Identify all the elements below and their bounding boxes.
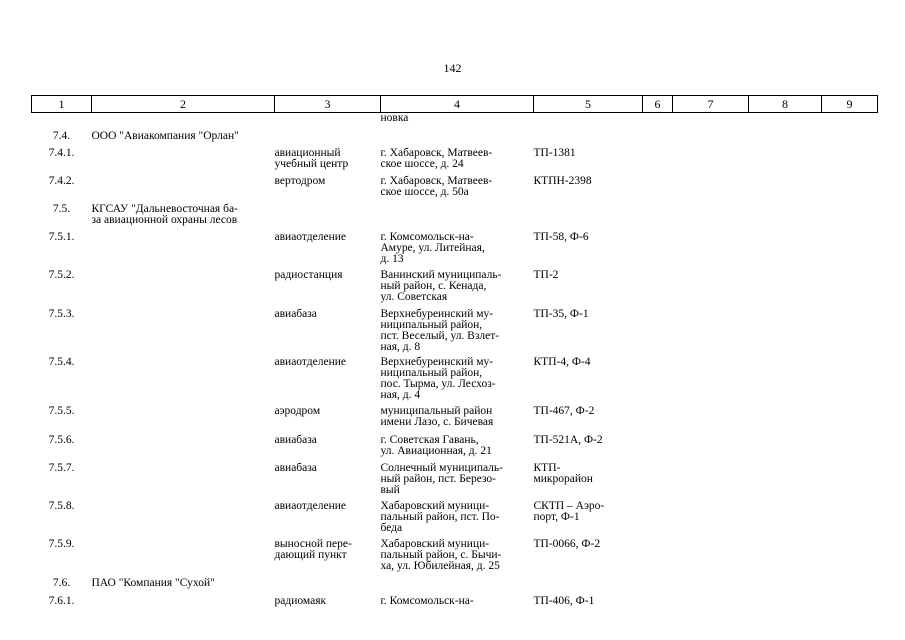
- facility-type: [275, 596, 381, 614]
- empty-cell-col-6: [643, 463, 673, 501]
- empty-cell-col-7: [673, 539, 749, 578]
- empty-cell-col-8: [749, 463, 822, 501]
- row-number: 7.5.3.: [48, 307, 75, 320]
- table-row: [32, 596, 878, 614]
- page-number: 142: [443, 61, 462, 75]
- empty-cell-col-7: [673, 176, 749, 204]
- facility-address-line: вый: [380, 483, 400, 496]
- facility-address-line: Хабаровский муници-: [380, 537, 490, 550]
- facility-address-line: пос. Тырма, ул. Лесхоз-: [380, 377, 496, 390]
- organization-name-line: за авиационной охраны лесов: [91, 213, 238, 226]
- column-header-7: 7: [673, 96, 749, 113]
- facility-address-line: Верхнебуреинский му-: [380, 307, 494, 320]
- empty-cell-col-7: [673, 270, 749, 309]
- table-row: [32, 578, 878, 596]
- column-header-6: 6: [643, 96, 673, 113]
- facility-address-line: г. Хабаровск, Матвеев-: [380, 146, 493, 159]
- table-row: [32, 539, 878, 578]
- facility-address-line: ный район, пст. Березо-: [380, 472, 496, 485]
- power-source: [534, 578, 643, 596]
- empty-cell-col-9: [822, 232, 878, 270]
- facility-type: [275, 232, 381, 270]
- facility-address-line: г. Комсомольск-на-: [380, 230, 474, 243]
- facility-address: [381, 596, 534, 614]
- facility-address: [381, 578, 534, 596]
- facility-address-line: новка: [380, 112, 409, 124]
- empty-cell-col-9: [822, 176, 878, 204]
- facility-address: [381, 501, 534, 539]
- empty-cell-col-8: [749, 176, 822, 204]
- organization-name: [92, 435, 275, 463]
- empty-cell-col-8: [749, 501, 822, 539]
- empty-cell-col-9: [822, 501, 878, 539]
- empty-cell-col-8: [749, 357, 822, 406]
- facility-address: [381, 309, 534, 357]
- power-source-line: ТП-406, Ф-1: [533, 594, 595, 607]
- table-row: [32, 406, 878, 435]
- facility-type-line: авиабаза: [274, 307, 317, 320]
- facility-type: [275, 270, 381, 309]
- facility-address-line: Солнечный муниципаль-: [380, 461, 503, 474]
- empty-cell-col-6: [643, 357, 673, 406]
- power-source-line: ТП-1381: [533, 146, 576, 159]
- empty-cell-col-6: [643, 148, 673, 176]
- facility-type-line: радиомаяк: [274, 594, 327, 607]
- row-number: 7.4.2.: [48, 174, 75, 187]
- facility-address-line: пальный район, с. Бычи-: [380, 548, 502, 561]
- facility-address: [381, 435, 534, 463]
- facility-address-line: Хабаровский муници-: [380, 499, 490, 512]
- empty-cell-col-7: [673, 309, 749, 357]
- power-source-line: КТП-4, Ф-4: [533, 355, 591, 368]
- facility-type: [275, 463, 381, 501]
- facility-address-line: ха, ул. Юбилейная, д. 25: [380, 559, 500, 572]
- facility-type-line: авиаотделение: [274, 499, 346, 512]
- facility-address-line: ское шоссе, д. 50а: [380, 185, 469, 198]
- empty-cell-col-8: [749, 435, 822, 463]
- table-row: [32, 148, 878, 176]
- power-source: [534, 406, 643, 435]
- facility-address-line: ул. Советская: [380, 290, 448, 303]
- organization-name: [92, 270, 275, 309]
- power-source-line: ТП-467, Ф-2: [533, 404, 595, 417]
- facility-type: [275, 131, 381, 148]
- empty-cell-col-9: [822, 204, 878, 232]
- row-number: 7.6.1.: [48, 594, 75, 607]
- row-number: 7.5.6.: [48, 433, 75, 446]
- empty-cell-col-9: [822, 435, 878, 463]
- power-source: [534, 309, 643, 357]
- power-source: [534, 501, 643, 539]
- facility-type: [275, 539, 381, 578]
- power-source: [534, 232, 643, 270]
- column-header-1: 1: [32, 96, 92, 113]
- facility-address-line: ниципальный район,: [380, 366, 483, 379]
- empty-cell-col-6: [643, 113, 673, 131]
- power-source-line: ТП-35, Ф-1: [533, 307, 589, 320]
- facility-type: [275, 176, 381, 204]
- empty-cell-col-8: [749, 232, 822, 270]
- table-row: [32, 463, 878, 501]
- facility-address-line: ная, д. 4: [380, 388, 421, 401]
- column-header-4: 4: [381, 96, 534, 113]
- facility-address-line: г. Комсомольск-на-: [380, 594, 474, 607]
- empty-cell-col-7: [673, 463, 749, 501]
- empty-cell-col-7: [673, 501, 749, 539]
- table-row: [32, 309, 878, 357]
- power-source-line: ТП-521А, Ф-2: [533, 433, 603, 446]
- facility-address: [381, 357, 534, 406]
- empty-cell-col-6: [643, 270, 673, 309]
- power-source: [534, 113, 643, 131]
- empty-cell-col-6: [643, 309, 673, 357]
- organization-name: [92, 596, 275, 614]
- empty-cell-col-9: [822, 113, 878, 131]
- organization-name: [92, 204, 275, 232]
- facility-address-line: ный район, с. Кенада,: [380, 279, 487, 292]
- empty-cell-col-6: [643, 131, 673, 148]
- row-number: 7.5.5.: [48, 404, 75, 417]
- facility-type: [275, 113, 381, 131]
- empty-cell-col-7: [673, 148, 749, 176]
- power-source-line: КТП-: [533, 461, 561, 474]
- organization-name: [92, 539, 275, 578]
- facility-type-line: авиабаза: [274, 461, 317, 474]
- empty-cell-col-8: [749, 406, 822, 435]
- facility-type-line: авиаотделение: [274, 230, 346, 243]
- empty-cell-col-7: [673, 357, 749, 406]
- empty-cell-col-8: [749, 578, 822, 596]
- row-number: 7.4.: [52, 129, 71, 142]
- empty-cell-col-9: [822, 270, 878, 309]
- facility-address-line: д. 13: [380, 252, 404, 265]
- organization-name: [92, 148, 275, 176]
- empty-cell-col-9: [822, 539, 878, 578]
- facility-address: [381, 539, 534, 578]
- row-number: 7.5.8.: [48, 499, 75, 512]
- facility-address-line: Верхнебуреинский му-: [380, 355, 494, 368]
- empty-cell-col-6: [643, 232, 673, 270]
- empty-cell-col-8: [749, 309, 822, 357]
- power-source-line: порт, Ф-1: [533, 510, 580, 523]
- power-source: [534, 176, 643, 204]
- facility-type-line: аэродром: [274, 404, 321, 417]
- column-header-2: 2: [92, 96, 275, 113]
- facility-address: [381, 463, 534, 501]
- facility-address-line: Амуре, ул. Литейная,: [380, 241, 485, 254]
- empty-cell-col-7: [673, 596, 749, 614]
- facility-type: [275, 435, 381, 463]
- facility-address-line: беда: [380, 521, 403, 534]
- row-number: 7.6.: [52, 576, 71, 589]
- row-number: 7.5.7.: [48, 461, 75, 474]
- facility-address-line: Ванинский муниципаль-: [380, 268, 502, 281]
- power-source-line: КТПН-2398: [533, 174, 592, 187]
- facility-type-line: авиаотделение: [274, 355, 346, 368]
- facility-address-line: пст. Веселый, ул. Взлет-: [380, 329, 500, 342]
- empty-cell-col-7: [673, 232, 749, 270]
- power-source-line: ТП-58, Ф-6: [533, 230, 589, 243]
- empty-cell-col-6: [643, 176, 673, 204]
- organization-name: [92, 131, 275, 148]
- empty-cell-col-7: [673, 113, 749, 131]
- row-number: 7.5.1.: [48, 230, 75, 243]
- table-row: [32, 357, 878, 406]
- organization-name: [92, 176, 275, 204]
- table-row: [32, 131, 878, 148]
- empty-cell-col-7: [673, 204, 749, 232]
- facility-address: [381, 176, 534, 204]
- empty-cell-col-8: [749, 596, 822, 614]
- empty-cell-col-6: [643, 501, 673, 539]
- table-row: [32, 176, 878, 204]
- facility-type-line: выносной пере-: [274, 537, 352, 550]
- empty-cell-col-7: [673, 131, 749, 148]
- empty-cell-col-9: [822, 596, 878, 614]
- empty-cell-col-6: [643, 539, 673, 578]
- facility-address: [381, 131, 534, 148]
- column-header-5: 5: [534, 96, 643, 113]
- empty-cell-col-9: [822, 463, 878, 501]
- empty-cell-col-8: [749, 270, 822, 309]
- row-number: 7.5.4.: [48, 355, 75, 368]
- power-source: [534, 539, 643, 578]
- facilities-table: [31, 95, 878, 614]
- empty-cell-col-9: [822, 357, 878, 406]
- facility-address: [381, 270, 534, 309]
- empty-cell-col-6: [643, 578, 673, 596]
- organization-name: [92, 113, 275, 131]
- power-source: [534, 148, 643, 176]
- table-row: [32, 270, 878, 309]
- row-number: [32, 113, 92, 131]
- empty-cell-col-8: [749, 204, 822, 232]
- power-source: [534, 357, 643, 406]
- organization-name: [92, 578, 275, 596]
- empty-cell-col-7: [673, 578, 749, 596]
- empty-cell-col-9: [822, 131, 878, 148]
- facility-type-line: учебный центр: [274, 157, 349, 170]
- organization-name: [92, 463, 275, 501]
- table-row: [32, 232, 878, 270]
- facility-address-line: муниципальный район: [380, 404, 493, 417]
- empty-cell-col-7: [673, 406, 749, 435]
- column-header-3: 3: [275, 96, 381, 113]
- facility-type: [275, 204, 381, 232]
- column-header-8: 8: [749, 96, 822, 113]
- facility-type: [275, 406, 381, 435]
- facility-type: [275, 148, 381, 176]
- facility-address-line: имени Лазо, с. Бичевая: [380, 415, 494, 428]
- organization-name: [92, 232, 275, 270]
- power-source: [534, 596, 643, 614]
- facility-type: [275, 578, 381, 596]
- organization-name-line: КГСАУ "Дальневосточная ба-: [91, 202, 238, 215]
- table-row: [32, 204, 878, 232]
- facility-address-line: ная, д. 8: [380, 340, 421, 353]
- facility-address-line: ниципальный район,: [380, 318, 483, 331]
- empty-cell-col-9: [822, 148, 878, 176]
- empty-cell-col-8: [749, 539, 822, 578]
- power-source-line: ТП-2: [533, 268, 559, 281]
- power-source-line: ТП-0066, Ф-2: [533, 537, 601, 550]
- facility-address-line: ское шоссе, д. 24: [380, 157, 464, 170]
- row-number: 7.5.9.: [48, 537, 75, 550]
- power-source: [534, 270, 643, 309]
- organization-name: [92, 501, 275, 539]
- facility-address-line: г. Советская Гавань,: [380, 433, 479, 446]
- table-row: [32, 113, 878, 131]
- facility-address-line: г. Хабаровск, Матвеев-: [380, 174, 493, 187]
- facility-address: [381, 113, 534, 131]
- facility-address-line: ул. Авиационная, д. 21: [380, 444, 492, 457]
- empty-cell-col-6: [643, 406, 673, 435]
- empty-cell-col-8: [749, 148, 822, 176]
- facility-type-line: радиостанция: [274, 268, 343, 281]
- facility-type-line: авиационный: [274, 146, 341, 159]
- table-row: [32, 501, 878, 539]
- facility-address: [381, 232, 534, 270]
- empty-cell-col-9: [822, 309, 878, 357]
- organization-name: [92, 406, 275, 435]
- power-source-line: микрорайон: [533, 472, 593, 485]
- facility-address: [381, 204, 534, 232]
- organization-name: [92, 309, 275, 357]
- facility-address: [381, 148, 534, 176]
- column-header-9: 9: [822, 96, 878, 113]
- table-body: [32, 113, 878, 614]
- empty-cell-col-8: [749, 131, 822, 148]
- empty-cell-col-6: [643, 596, 673, 614]
- facility-address: [381, 406, 534, 435]
- power-source: [534, 463, 643, 501]
- organization-name: [92, 357, 275, 406]
- facility-type: [275, 357, 381, 406]
- facility-type-line: авиабаза: [274, 433, 317, 446]
- empty-cell-col-6: [643, 435, 673, 463]
- facility-type: [275, 309, 381, 357]
- table-header-row: [32, 96, 878, 113]
- empty-cell-col-6: [643, 204, 673, 232]
- table-row: [32, 435, 878, 463]
- empty-cell-col-9: [822, 578, 878, 596]
- power-source-line: СКТП – Аэро-: [533, 499, 605, 512]
- facility-type: [275, 501, 381, 539]
- facility-type-line: дающий пункт: [274, 548, 347, 561]
- power-source: [534, 131, 643, 148]
- facility-address-line: пальный район, пст. По-: [380, 510, 500, 523]
- power-source: [534, 204, 643, 232]
- empty-cell-col-7: [673, 435, 749, 463]
- power-source: [534, 435, 643, 463]
- row-number: 7.5.: [52, 202, 71, 215]
- empty-cell-col-8: [749, 113, 822, 131]
- organization-name-line: ООО "Авиакомпания "Орлан": [91, 129, 239, 142]
- empty-cell-col-9: [822, 406, 878, 435]
- organization-name-line: ПАО "Компания "Сухой": [91, 576, 215, 589]
- row-number: 7.4.1.: [48, 146, 75, 159]
- facility-type-line: вертодром: [274, 174, 326, 187]
- row-number: 7.5.2.: [48, 268, 75, 281]
